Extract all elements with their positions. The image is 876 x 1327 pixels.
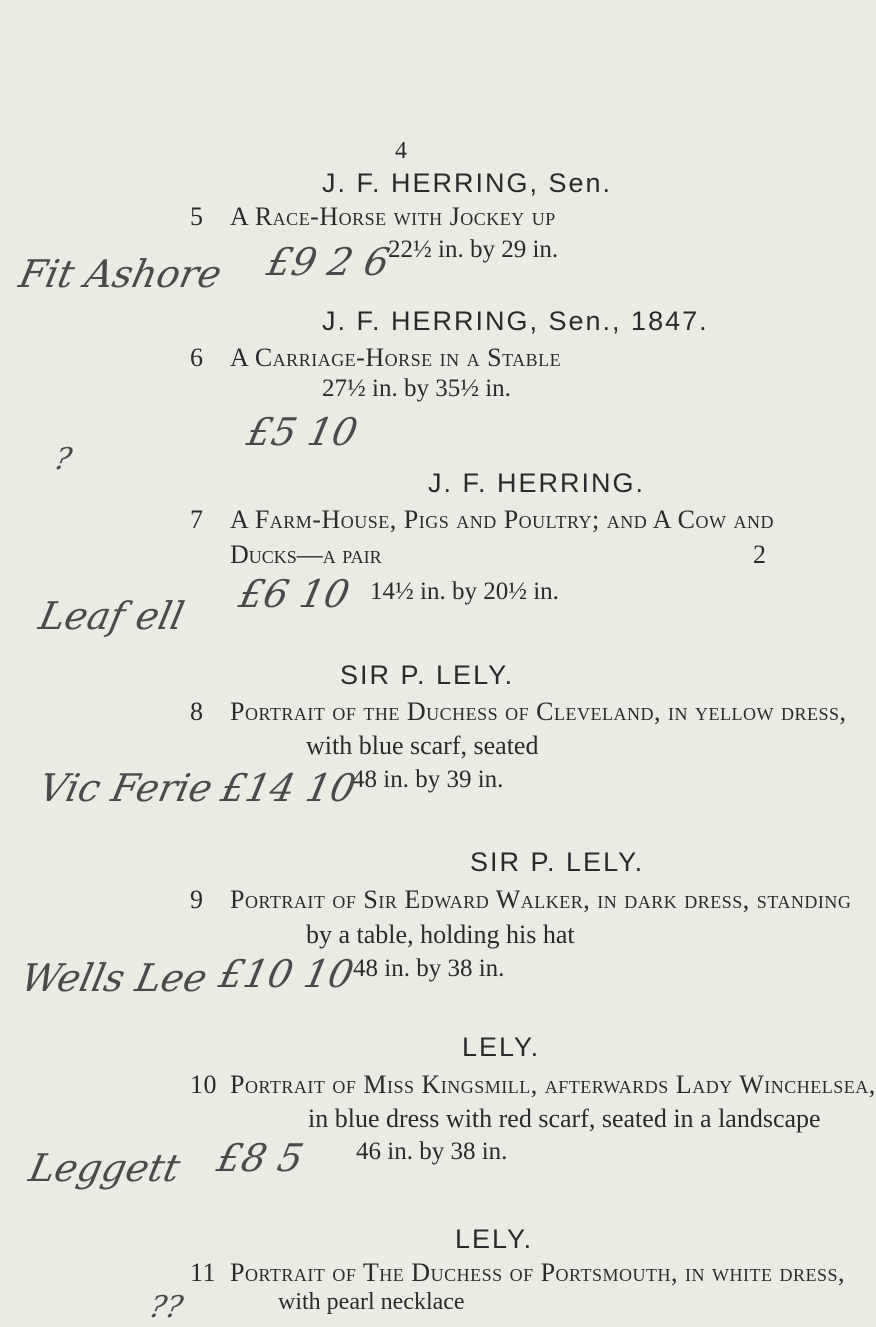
lot-number: 5 (190, 202, 204, 231)
lot-dimensions: 14½ in. by 20½ in. (370, 578, 559, 605)
lot-title (190, 885, 851, 915)
lot-number: 7 (190, 505, 204, 534)
buyer-note: Wells Lee (17, 956, 212, 1000)
artist-heading: J. F. HERRING. (428, 468, 646, 498)
lot-title (190, 202, 556, 232)
lot-dimensions: 46 in. by 38 in. (356, 1138, 508, 1165)
lot-description: Portrait of Sir Edward Walker, in dark dress, standing (230, 885, 852, 914)
lot-description-cont: Ducks—a pair (230, 540, 382, 569)
lot-dimensions: 48 in. by 39 in. (352, 766, 504, 793)
buyer-note: Fit Ashore (15, 252, 226, 296)
lot-description: Portrait of Miss Kingsmill, afterwards Lady Winchelsea, (230, 1070, 876, 1099)
lot-number: 6 (190, 343, 204, 372)
buyer-note: ? (51, 442, 75, 477)
price-note: £8 5 (213, 1136, 308, 1180)
buyer-note: ?? (146, 1290, 186, 1325)
price-note: £10 10 (215, 952, 358, 996)
lot-description-cont: with blue scarf, seated (306, 731, 539, 760)
buyer-note: Vic Ferie (35, 766, 217, 810)
price-note: £14 10 (217, 766, 360, 810)
lot-dimensions: 22½ in. by 29 in. (388, 236, 559, 263)
lot-description: A Carriage-Horse in a Stable (230, 343, 562, 372)
artist-heading: LELY. (455, 1224, 534, 1254)
lot-quantity: 2 (753, 540, 766, 569)
lot-title (190, 343, 561, 373)
artist-heading: SIR P. LELY. (470, 847, 645, 877)
lot-number: 10 (190, 1070, 217, 1099)
buyer-note: Leaf ell (35, 594, 189, 638)
lot-description-cont: with pearl necklace (278, 1289, 465, 1315)
lot-description-cont: in blue dress with red scarf, seated in a landscape (308, 1104, 821, 1133)
lot-number: 9 (190, 885, 204, 914)
lot-title (190, 697, 846, 727)
lot-title (190, 505, 774, 535)
lot-description: Portrait of the Duchess of Cleveland, in yellow dress, (230, 697, 847, 726)
lot-dimensions: 48 in. by 38 in. (353, 955, 505, 982)
lot-description-cont: by a table, holding his hat (306, 920, 575, 949)
lot-title (190, 1258, 845, 1288)
artist-heading: SIR P. LELY. (340, 660, 515, 690)
lot-description: A Race-Horse with Jockey up (230, 202, 556, 231)
lot-title (190, 1070, 876, 1100)
price-note: £9 2 6 (263, 240, 394, 284)
price-note: £5 10 (243, 410, 362, 454)
lot-description: Portrait of The Duchess of Portsmouth, in white dress, (230, 1258, 845, 1287)
price-note: £6 10 (235, 572, 354, 616)
artist-heading: J. F. HERRING, Sen., 1847. (322, 306, 709, 336)
lot-number: 8 (190, 697, 204, 726)
page-number: 4 (395, 138, 407, 164)
buyer-note: Leggett (25, 1146, 185, 1190)
artist-heading: LELY. (462, 1032, 541, 1062)
lot-number: 11 (190, 1258, 217, 1287)
lot-description: A Farm-House, Pigs and Poultry; and A Cow and (230, 505, 774, 534)
lot-dimensions: 27½ in. by 35½ in. (322, 375, 511, 402)
artist-heading: J. F. HERRING, Sen. (322, 168, 613, 198)
